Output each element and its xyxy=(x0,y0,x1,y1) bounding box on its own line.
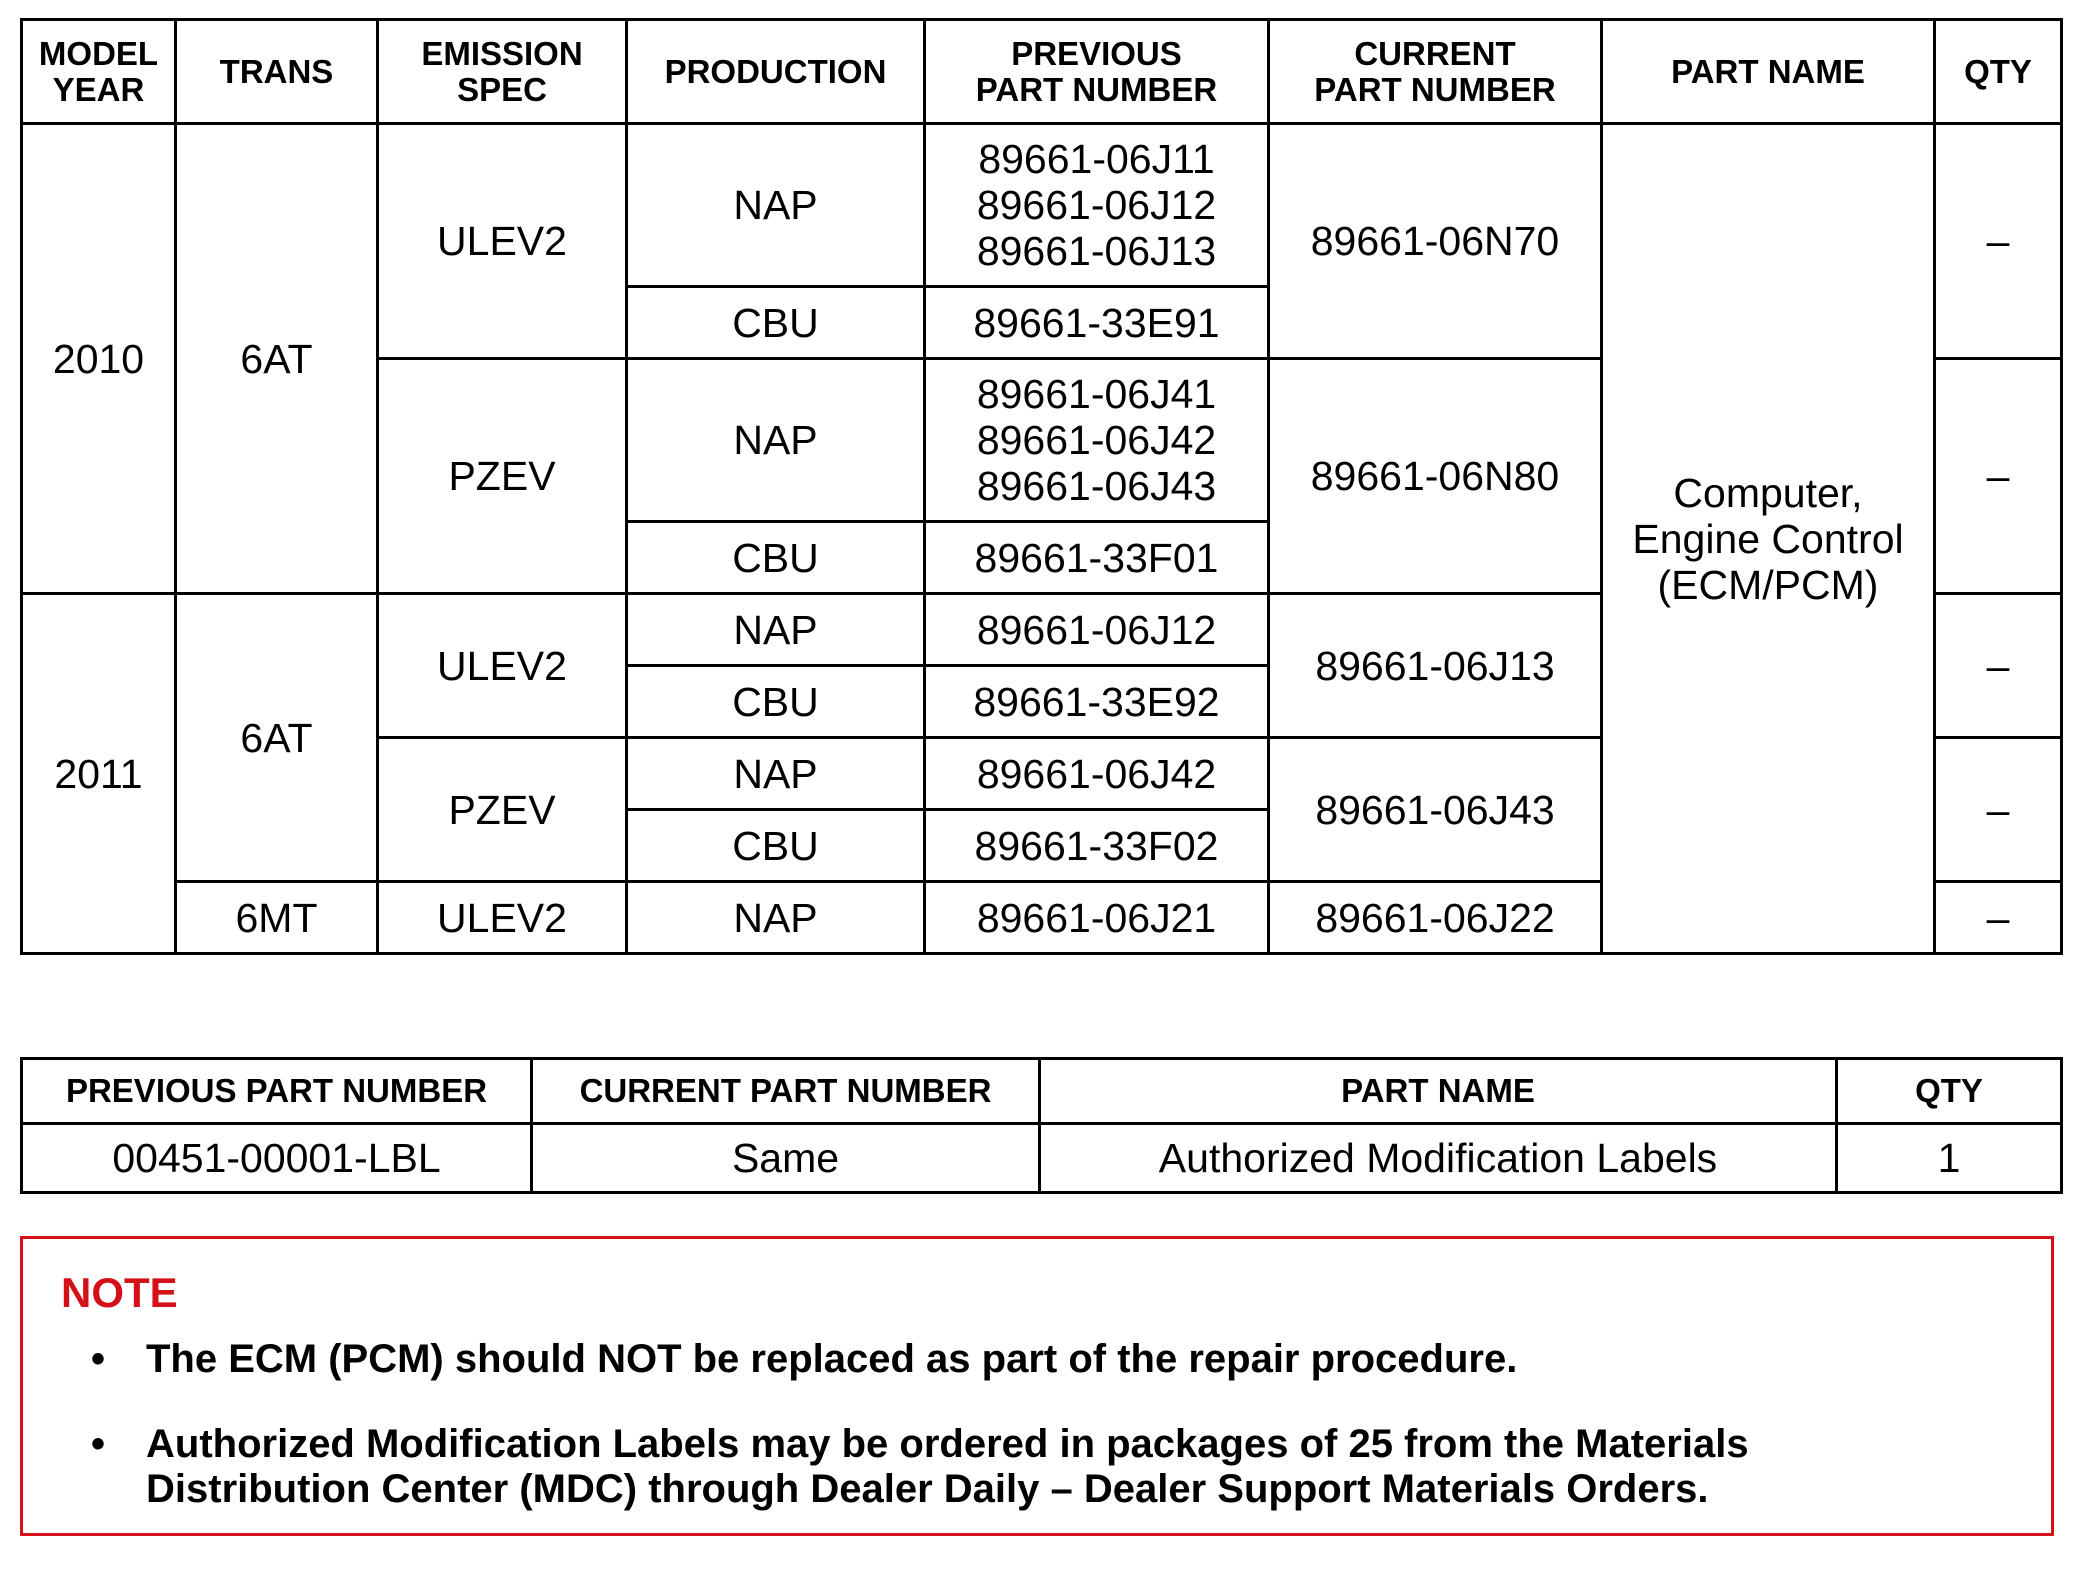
header-current-part-number: CURRENT PART NUMBER xyxy=(532,1059,1040,1124)
previous-part-number-cell xyxy=(925,359,1269,522)
header-part-name: PART NAME xyxy=(1040,1059,1837,1124)
qty-cell: – xyxy=(1935,882,2062,954)
production-cell: NAP xyxy=(627,359,925,522)
previous-part-number-cell: 89661-06J12 xyxy=(925,594,1269,666)
header-part-name: PART NAME xyxy=(1602,20,1935,124)
table-row xyxy=(22,124,2062,287)
header-trans: TRANS xyxy=(176,20,378,124)
production-cell: NAP xyxy=(627,738,925,810)
note-text: The ECM (PCM) should NOT be replaced as part of the repair procedure. xyxy=(146,1337,1518,1381)
current-part-number-cell: 89661-06N70 xyxy=(1269,124,1602,359)
emission-spec-cell: ULEV2 xyxy=(378,124,627,359)
note-title: NOTE xyxy=(61,1269,178,1316)
qty-cell: – xyxy=(1935,594,2062,738)
previous-part-number-cell: 89661-06J42 xyxy=(925,738,1269,810)
note-box xyxy=(20,1236,2054,1536)
table-row xyxy=(22,1124,2062,1193)
part-name-cell: Computer, Engine Control (ECM/PCM) xyxy=(1602,124,1935,954)
trans-cell: 6AT xyxy=(176,594,378,882)
previous-part-number-cell: 00451-00001-LBL xyxy=(22,1124,532,1193)
production-cell: CBU xyxy=(627,522,925,594)
bullet-icon: • xyxy=(91,1337,106,1381)
production-cell: CBU xyxy=(627,287,925,359)
previous-part-number: 89661-06J13 xyxy=(976,228,1217,274)
part-name-cell: Authorized Modification Labels xyxy=(1040,1124,1837,1193)
header-previous-part-number: PREVIOUS PART NUMBER xyxy=(22,1059,532,1124)
header-production: PRODUCTION xyxy=(627,20,925,124)
previous-part-number-cell xyxy=(925,124,1269,287)
current-part-number-cell: 89661-06N80 xyxy=(1269,359,1602,594)
qty-cell: – xyxy=(1935,738,2062,882)
previous-part-number-cell: 89661-33F02 xyxy=(925,810,1269,882)
current-part-number-cell: Same xyxy=(532,1124,1040,1193)
header-row xyxy=(22,20,2062,124)
previous-part-number-cell: 89661-33F01 xyxy=(925,522,1269,594)
note-item xyxy=(91,1422,1991,1512)
emission-spec-cell: PZEV xyxy=(378,738,627,882)
current-part-number-cell: 89661-06J43 xyxy=(1269,738,1602,882)
note-text: Authorized Modification Labels may be ordered in packages of 25 from the Materials Distribution Center (MDC) through Dealer Daily – Dealer Support Materials Orders. xyxy=(146,1422,1749,1511)
trans-cell: 6MT xyxy=(176,882,378,954)
current-part-number-cell: 89661-06J13 xyxy=(1269,594,1602,738)
previous-part-number: 89661-06J43 xyxy=(976,463,1217,509)
labels-table xyxy=(20,1057,2063,1194)
previous-part-number: 89661-06J41 xyxy=(976,371,1217,417)
trans-cell: 6AT xyxy=(176,124,378,594)
emission-spec-cell: ULEV2 xyxy=(378,594,627,738)
emission-spec-cell: ULEV2 xyxy=(378,882,627,954)
previous-part-number-cell: 89661-33E91 xyxy=(925,287,1269,359)
header-model-year: MODEL YEAR xyxy=(22,20,176,124)
header-previous-part-number: PREVIOUS PART NUMBER xyxy=(925,20,1269,124)
qty-cell: – xyxy=(1935,359,2062,594)
qty-cell: – xyxy=(1935,124,2062,359)
production-cell: NAP xyxy=(627,124,925,287)
header-row xyxy=(22,1059,2062,1124)
note-item xyxy=(91,1337,1991,1382)
production-cell: CBU xyxy=(627,666,925,738)
previous-part-number-cell: 89661-06J21 xyxy=(925,882,1269,954)
current-part-number-cell: 89661-06J22 xyxy=(1269,882,1602,954)
production-cell: NAP xyxy=(627,594,925,666)
previous-part-number: 89661-06J11 xyxy=(978,136,1215,182)
model-year-cell: 2010 xyxy=(22,124,176,594)
bullet-icon: • xyxy=(91,1422,106,1466)
model-year-cell: 2011 xyxy=(22,594,176,954)
qty-cell: 1 xyxy=(1837,1124,2062,1193)
ecm-parts-table xyxy=(20,18,2063,955)
header-qty: QTY xyxy=(1837,1059,2062,1124)
header-emission-spec: EMISSION SPEC xyxy=(378,20,627,124)
previous-part-number: 89661-06J12 xyxy=(976,182,1217,228)
previous-part-number-cell: 89661-33E92 xyxy=(925,666,1269,738)
header-qty: QTY xyxy=(1935,20,2062,124)
emission-spec-cell: PZEV xyxy=(378,359,627,594)
production-cell: NAP xyxy=(627,882,925,954)
production-cell: CBU xyxy=(627,810,925,882)
previous-part-number: 89661-06J42 xyxy=(976,417,1217,463)
header-current-part-number: CURRENT PART NUMBER xyxy=(1269,20,1602,124)
